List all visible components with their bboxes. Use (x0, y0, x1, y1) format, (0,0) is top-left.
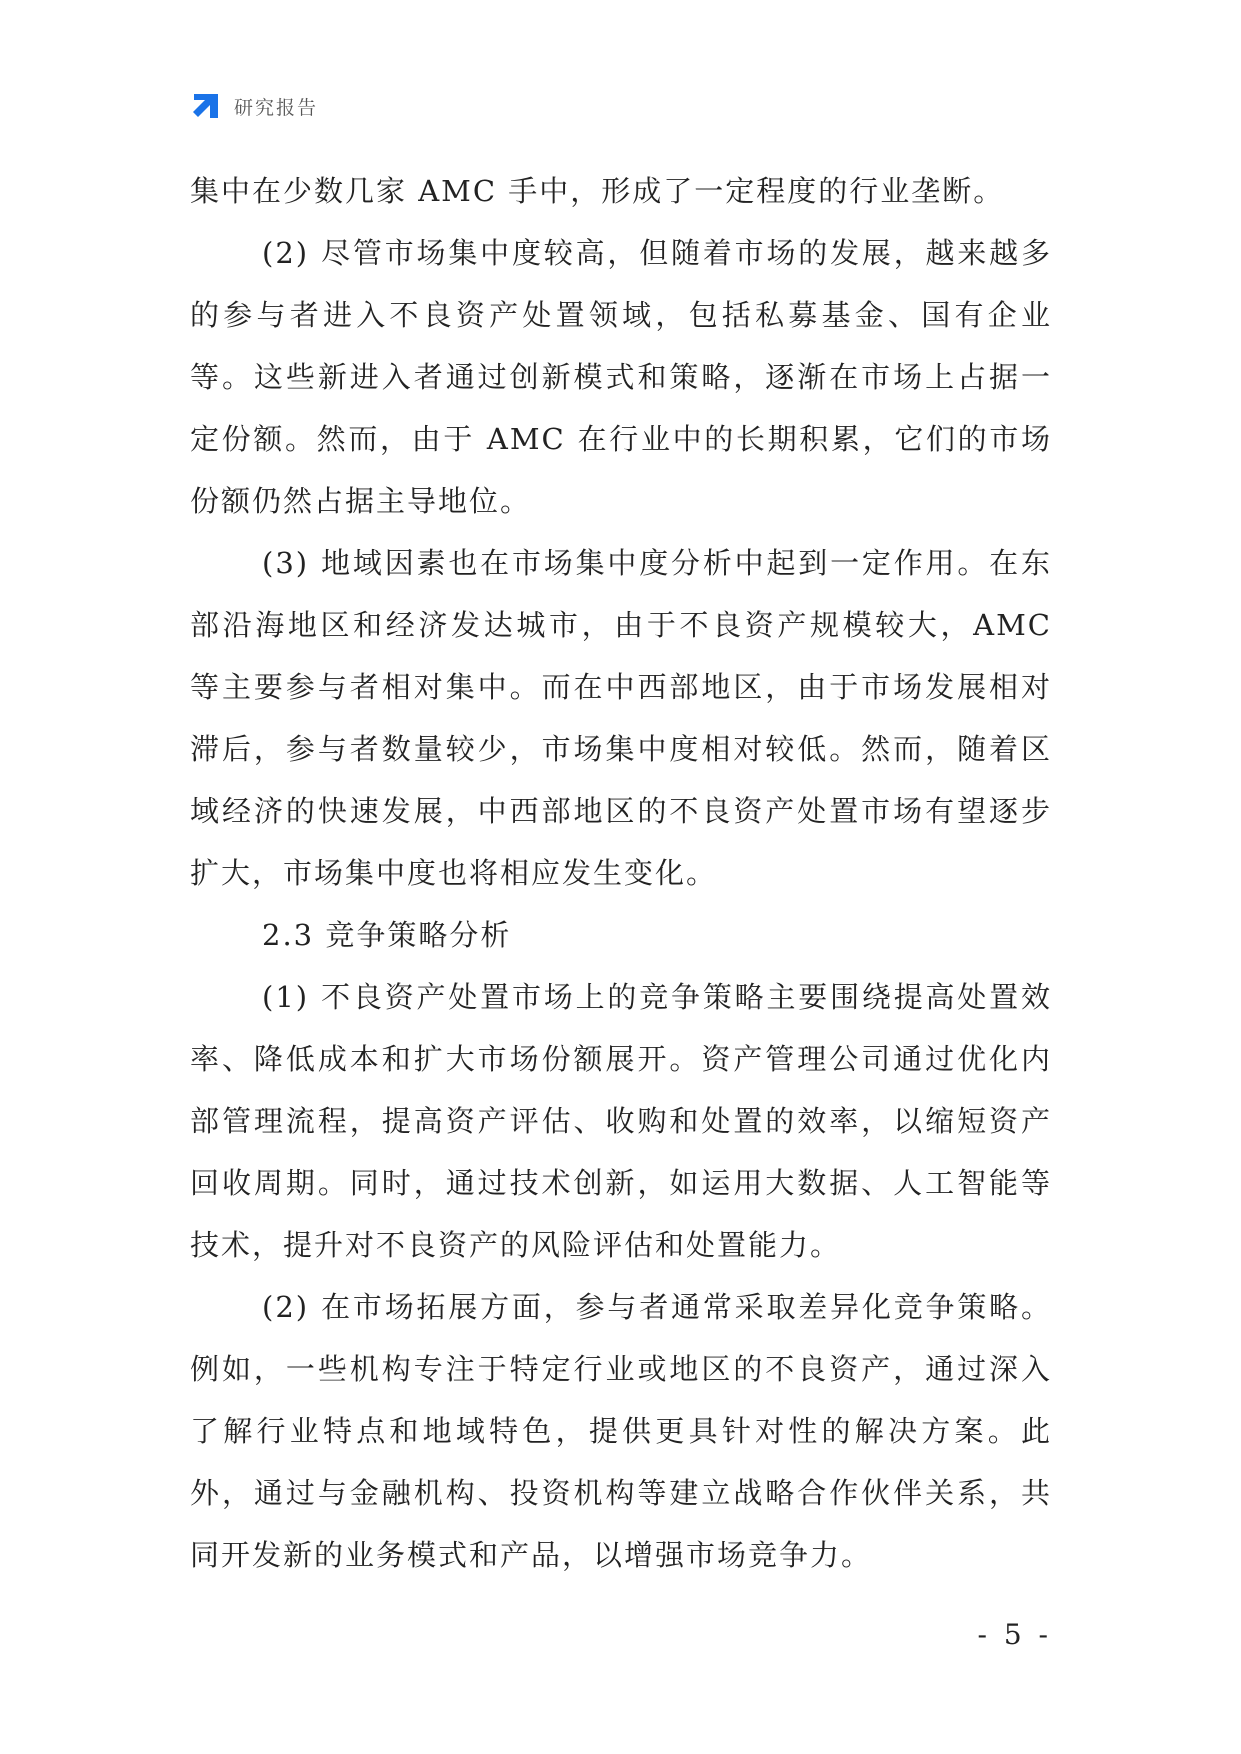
arrow-logo-icon (190, 90, 222, 122)
header-title: 研究报告 (234, 96, 319, 119)
page-number: - 5 - (977, 1618, 1052, 1651)
section-heading: 2.3 竞争策略分析 (262, 918, 512, 952)
section-paragraph-2: (2) 在市场拓展方面，参与者通常采取差异化竞争策略。例如，一些机构专注于特定行业或地区的不良资产，通过深入了解行业特点和地域特色，提供更具针对性的解决方案。此外，通过与金融机构、投资机构等建立战略合作伙伴关系，共同开发新的业务模式和产品，以增强市场竞争力。 (190, 1290, 1052, 1572)
document-body (190, 160, 1052, 1586)
paragraph-item-2: (2) 尽管市场集中度较高，但随着市场的发展，越来越多的参与者进入不良资产处置领域，包括私募基金、国有企业等。这些新进入者通过创新模式和策略，逐渐在市场上占据一定份额。然而，由于 AMC 在行业中的长期积累，它们的市场份额仍然占据主导地位。 (190, 236, 1052, 518)
report-header (190, 88, 318, 124)
paragraph-item-3: (3) 地域因素也在市场集中度分析中起到一定作用。在东部沿海地区和经济发达城市，由于不良资产规模较大，AMC 等主要参与者相对集中。而在中西部地区，由于市场发展相对滞后，参与者数量较少，市场集中度相对较低。然而，随着区域经济的快速发展，中西部地区的不良资产处置市场有望逐步扩大，市场集中度也将相应发生变化。 (190, 546, 1052, 890)
paragraph-continuation: 集中在少数几家 AMC 手中，形成了一定程度的行业垄断。 (190, 174, 1005, 208)
section-paragraph-1: (1) 不良资产处置市场上的竞争策略主要围绕提高处置效率、降低成本和扩大市场份额展开。资产管理公司通过优化内部管理流程，提高资产评估、收购和处置的效率，以缩短资产回收周期。同时，通过技术创新，如运用大数据、人工智能等技术，提升对不良资产的风险评估和处置能力。 (190, 980, 1052, 1262)
